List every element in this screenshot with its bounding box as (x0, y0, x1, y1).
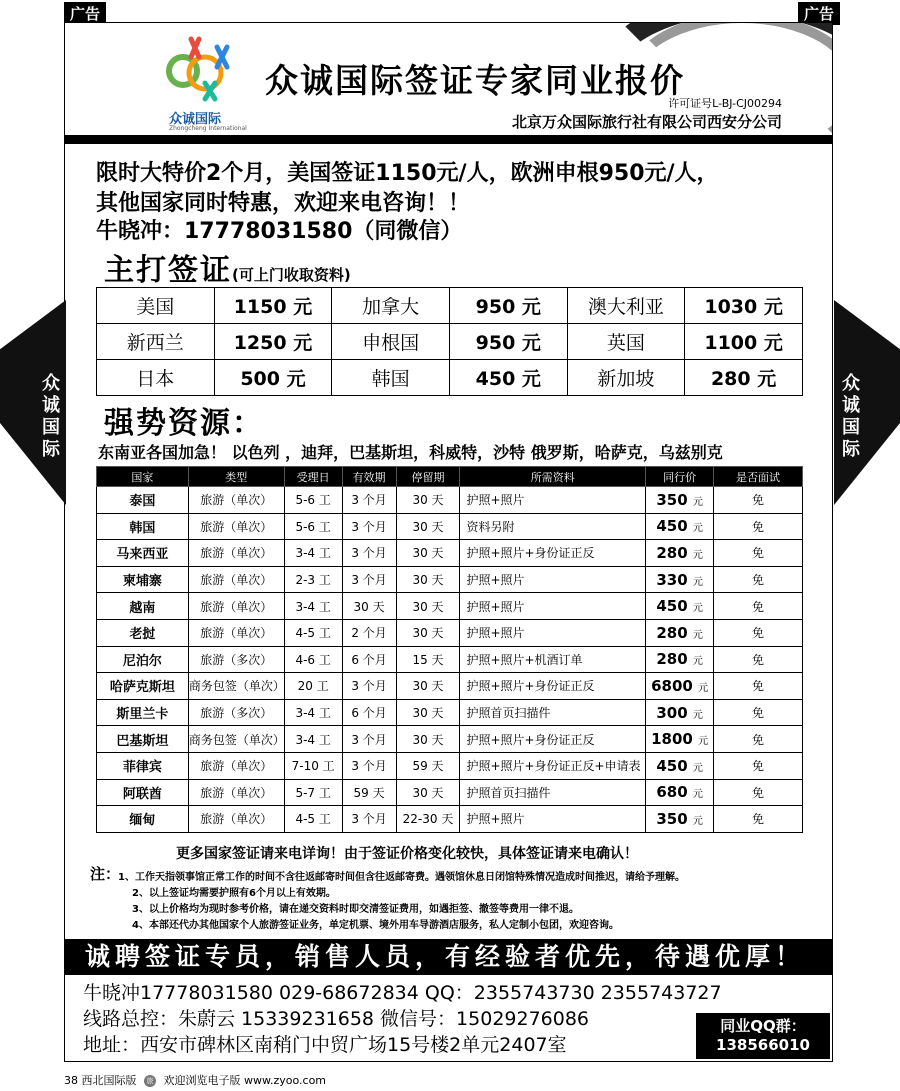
price-unit: 元 (692, 549, 703, 561)
table-cell-type: 旅游（单次） (188, 806, 284, 833)
table-cell-stay: 22-30 天 (396, 806, 460, 833)
logo-text: 众诚国际 (169, 112, 222, 127)
table-cell-interview: 免 (714, 646, 803, 673)
table-cell-country: 缅甸 (97, 806, 189, 833)
table-row (97, 619, 803, 646)
table-cell-valid: 6 个月 (342, 699, 396, 726)
table-cell-country: 泰国 (97, 487, 189, 514)
table-cell-type: 旅游（多次） (188, 699, 284, 726)
table-cell-docs: 护照首页扫描件 (460, 779, 646, 806)
table-header-cell: 停留期 (396, 467, 460, 487)
table-cell-valid: 3 个月 (342, 726, 396, 753)
price-value: 280 (656, 543, 688, 562)
table-cell-valid: 3 个月 (342, 806, 396, 833)
table-cell-stay: 15 天 (396, 646, 460, 673)
table-cell-docs: 护照+照片 (460, 619, 646, 646)
table-cell-interview: 免 (714, 593, 803, 620)
table-cell-price (646, 779, 714, 806)
price-unit: 元 (698, 736, 709, 748)
main-visa-price: 500 元 (214, 360, 332, 396)
table-cell-interview: 免 (714, 540, 803, 567)
main-visa-price: 1100 元 (685, 324, 803, 360)
price-value: 350 (656, 490, 688, 509)
table-cell-price (646, 699, 714, 726)
table-row (97, 593, 803, 620)
table-cell-process: 3-4 工 (284, 726, 342, 753)
table-cell-process: 5-6 工 (284, 487, 342, 514)
table-cell-interview: 免 (714, 779, 803, 806)
table-cell-country: 阿联酋 (97, 779, 189, 806)
table-cell-valid: 3 个月 (342, 487, 396, 514)
note-item-4: 4、本部还代办其他国家个人旅游签证业务，单定机票、境外用车导游酒店服务，私人定制小包团，欢迎咨询。 (132, 920, 619, 931)
note-item-3: 3、以上价格均为现时参考价格，请在递交资料时即交清签证费用，如遇拒签、撤签等费用一律不退。 (132, 904, 579, 915)
table-cell-price (646, 619, 714, 646)
price-unit: 元 (698, 682, 709, 694)
main-visa-country: 日本 (97, 360, 215, 396)
page-number: 38 (64, 1074, 78, 1087)
table-cell-docs: 护照+照片+身份证正反+申请表 (460, 752, 646, 779)
ad-tag-right: 广告 (798, 2, 840, 25)
notes-label: 注： (90, 865, 121, 883)
qq-group-label: 同业QQ群： (720, 1017, 806, 1035)
table-cell-docs: 护照+照片+身份证正反 (460, 726, 646, 753)
table-row (97, 673, 803, 700)
table-row (97, 513, 803, 540)
table-cell-process: 3-4 工 (284, 593, 342, 620)
page-title: 众诚国际签证专家同业报价 (265, 61, 685, 100)
strong-resource-title: 强势资源： (104, 406, 264, 441)
table-row (97, 806, 803, 833)
table-cell-valid: 3 个月 (342, 673, 396, 700)
price-unit: 元 (692, 709, 703, 721)
main-visa-title-text: 主打签证 (104, 253, 232, 288)
table-cell-interview: 免 (714, 566, 803, 593)
table-cell-docs: 护照+照片 (460, 487, 646, 514)
table-cell-interview: 免 (714, 752, 803, 779)
table-cell-valid: 3 个月 (342, 566, 396, 593)
main-visa-price: 1030 元 (685, 288, 803, 324)
table-cell-process: 4-6 工 (284, 646, 342, 673)
table-cell-type: 旅游（单次） (188, 540, 284, 567)
table-row (97, 540, 803, 567)
table-cell-stay: 30 天 (396, 487, 460, 514)
table-row (97, 726, 803, 753)
table-cell-country: 越南 (97, 593, 189, 620)
main-visa-price: 280 元 (685, 360, 803, 396)
table-cell-docs: 护照+照片 (460, 566, 646, 593)
side-text-right: 众诚国际 (842, 373, 860, 460)
company-name: 北京万众国际旅行社有限公司西安分公司 (511, 113, 782, 131)
table-cell-stay: 30 天 (396, 699, 460, 726)
table-cell-valid: 3 个月 (342, 752, 396, 779)
table-cell-stay: 30 天 (396, 513, 460, 540)
table-row (97, 646, 803, 673)
table-cell-valid: 6 个月 (342, 646, 396, 673)
table-cell-valid: 3 个月 (342, 540, 396, 567)
price-value: 450 (656, 517, 688, 536)
price-unit: 元 (692, 789, 703, 801)
table-cell-price (646, 487, 714, 514)
main-visa-country: 韩国 (332, 360, 450, 396)
price-value: 300 (656, 703, 688, 722)
table-cell-process: 5-6 工 (284, 513, 342, 540)
table-cell-price (646, 646, 714, 673)
table-cell-valid: 30 天 (342, 593, 396, 620)
qq-group-badge (696, 1013, 830, 1059)
table-header-cell: 国家 (97, 467, 189, 487)
table-cell-valid: 2 个月 (342, 619, 396, 646)
table-cell-type: 旅游（多次） (188, 646, 284, 673)
table-cell-price (646, 673, 714, 700)
logo-subtext: Zhongcheng International (169, 125, 247, 132)
table-cell-stay: 30 天 (396, 619, 460, 646)
promo-line-1: 限时大特价2个月，美国签证1150元/人，欧洲申根950元/人， (96, 161, 719, 186)
table-cell-price (646, 540, 714, 567)
table-cell-type: 商务包签（单次） (188, 673, 284, 700)
table-cell-docs: 护照+照片+身份证正反 (460, 540, 646, 567)
table-cell-process: 4-5 工 (284, 619, 342, 646)
table-cell-interview: 免 (714, 619, 803, 646)
table-cell-price (646, 566, 714, 593)
main-visa-country: 澳大利亚 (567, 288, 685, 324)
table-cell-type: 旅游（单次） (188, 513, 284, 540)
recruit-banner: 诚聘签证专员，销售人员，有经验者优先，待遇优厚！ (65, 939, 832, 975)
promo-line-3: 牛晓冲：17778031580（同微信） (96, 219, 463, 244)
table-row (97, 699, 803, 726)
price-value: 450 (656, 597, 688, 616)
table-cell-country: 老挝 (97, 619, 189, 646)
table-cell-process: 3-4 工 (284, 699, 342, 726)
contact-address: 地址：西安市碑林区南稍门中贸广场15号楼2单元2407室 (83, 1034, 567, 1056)
ad-tag-left: 广告 (64, 2, 106, 25)
table-cell-interview: 免 (714, 806, 803, 833)
hot-country-list: 东南亚各国加急！ 以色列 ，迪拜，巴基斯坦，科威特，沙特 俄罗斯，哈萨克，乌兹别克 (98, 443, 723, 462)
table-cell-interview: 免 (714, 673, 803, 700)
table-header-cell: 有效期 (342, 467, 396, 487)
table-cell-country: 尼泊尔 (97, 646, 189, 673)
table-cell-price (646, 513, 714, 540)
price-unit: 元 (692, 656, 703, 668)
price-value: 1800 (651, 730, 693, 749)
price-value: 680 (656, 783, 688, 802)
promo-line-2: 其他国家同时特惠，欢迎来电咨询！！ (96, 191, 471, 216)
table-cell-type: 旅游（单次） (188, 619, 284, 646)
table-cell-price (646, 752, 714, 779)
price-unit: 元 (692, 815, 703, 827)
edition-name: 西北国际版 (81, 1074, 137, 1087)
table-cell-type: 商务包签（单次） (188, 726, 284, 753)
main-visa-row (97, 324, 803, 360)
table-cell-docs: 资料另附 (460, 513, 646, 540)
price-unit: 元 (692, 576, 703, 588)
main-visa-price: 950 元 (449, 288, 567, 324)
table-header-cell: 同行价 (646, 467, 714, 487)
main-visa-row (97, 360, 803, 396)
side-text-left: 众诚国际 (42, 373, 60, 460)
table-cell-docs: 护照首页扫描件 (460, 699, 646, 726)
header (65, 23, 832, 135)
table-cell-interview: 免 (714, 487, 803, 514)
table-cell-process: 5-7 工 (284, 779, 342, 806)
price-unit: 元 (692, 496, 703, 508)
table-header-cell: 是否面试 (714, 467, 803, 487)
table-cell-country: 菲律宾 (97, 752, 189, 779)
table-cell-interview: 免 (714, 699, 803, 726)
contact-line-1: 牛晓冲17778031580 029-68672834 QQ：2355743730 2355743727 (83, 982, 722, 1004)
main-visa-country: 新加坡 (567, 360, 685, 396)
table-cell-type: 旅游（单次） (188, 487, 284, 514)
table-header-cell: 所需资料 (460, 467, 646, 487)
main-visa-note: (可上门收取资料) (232, 266, 351, 284)
price-value: 330 (656, 570, 688, 589)
table-cell-stay: 30 天 (396, 566, 460, 593)
price-value: 280 (656, 623, 688, 642)
table-cell-process: 3-4 工 (284, 540, 342, 567)
table-cell-stay: 30 天 (396, 540, 460, 567)
table-cell-country: 巴基斯坦 (97, 726, 189, 753)
price-unit: 元 (692, 523, 703, 535)
table-cell-process: 20 工 (284, 673, 342, 700)
table-cell-stay: 59 天 (396, 752, 460, 779)
main-visa-country: 申根国 (332, 324, 450, 360)
price-unit: 元 (692, 603, 703, 615)
table-cell-interview: 免 (714, 513, 803, 540)
note-item-2: 2、以上签证均需要护照有6个月以上有效期。 (132, 888, 336, 899)
main-visa-row (97, 288, 803, 324)
price-unit: 元 (692, 629, 703, 641)
table-row (97, 752, 803, 779)
price-value: 6800 (651, 676, 693, 695)
main-visa-country: 英国 (567, 324, 685, 360)
table-cell-price (646, 593, 714, 620)
price-value: 450 (656, 756, 688, 775)
table-cell-price (646, 806, 714, 833)
main-visa-table (96, 287, 803, 396)
table-cell-valid: 3 个月 (342, 513, 396, 540)
visa-price-table (96, 466, 803, 833)
table-cell-country: 韩国 (97, 513, 189, 540)
footer-website: 欢迎浏览电子版 www.zyoo.com (163, 1074, 327, 1087)
main-visa-price: 450 元 (449, 360, 567, 396)
table-row (97, 487, 803, 514)
license-number: 许可证号L-BJ-CJ00294 (668, 97, 782, 110)
contact-line-2: 线路总控：朱蔚云 15339231658 微信号：15029276086 (83, 1008, 590, 1030)
table-cell-stay: 30 天 (396, 726, 460, 753)
more-info-note: 更多国家签证请来电详询！由于签证价格变化较快，具体签证请来电确认！ (176, 846, 638, 862)
table-cell-type: 旅游（单次） (188, 593, 284, 620)
table-cell-type: 旅游（单次） (188, 566, 284, 593)
table-cell-price (646, 726, 714, 753)
main-visa-price: 1150 元 (214, 288, 332, 324)
table-cell-stay: 30 天 (396, 593, 460, 620)
note-item-1: 1、工作天指领事馆正常工作的时间不含往返邮寄时间但含往返邮寄费。遇领馆休息日闭馆特殊情况造成时间推迟，请给予理解。 (118, 872, 685, 883)
table-cell-valid: 59 天 (342, 779, 396, 806)
table-cell-type: 旅游（单次） (188, 779, 284, 806)
table-cell-docs: 护照+照片+机酒订单 (460, 646, 646, 673)
header-divider (65, 135, 832, 144)
table-cell-country: 马来西亚 (97, 540, 189, 567)
table-cell-country: 斯里兰卡 (97, 699, 189, 726)
table-cell-country: 柬埔寨 (97, 566, 189, 593)
table-cell-docs: 护照+照片 (460, 806, 646, 833)
table-cell-process: 4-5 工 (284, 806, 342, 833)
table-header-cell: 受理日 (284, 467, 342, 487)
table-cell-type: 旅游（单次） (188, 752, 284, 779)
table-header-cell: 类型 (188, 467, 284, 487)
main-visa-country: 新西兰 (97, 324, 215, 360)
table-cell-stay: 30 天 (396, 779, 460, 806)
table-cell-docs: 护照+照片 (460, 593, 646, 620)
main-visa-price: 1250 元 (214, 324, 332, 360)
table-cell-interview: 免 (714, 726, 803, 753)
price-unit: 元 (692, 762, 703, 774)
main-visa-price: 950 元 (449, 324, 567, 360)
page-footer (64, 1072, 326, 1088)
edition-badge-icon: 旅 (144, 1075, 156, 1087)
table-cell-process: 2-3 工 (284, 566, 342, 593)
table-row (97, 566, 803, 593)
price-value: 280 (656, 650, 688, 669)
table-cell-process: 7-10 工 (284, 752, 342, 779)
main-visa-country: 美国 (97, 288, 215, 324)
company-logo-icon (165, 33, 245, 103)
table-row (97, 779, 803, 806)
main-visa-country: 加拿大 (332, 288, 450, 324)
table-cell-docs: 护照+照片+身份证正反 (460, 673, 646, 700)
table-cell-stay: 30 天 (396, 673, 460, 700)
qq-group-number: 138566010 (716, 1036, 810, 1054)
price-value: 350 (656, 809, 688, 828)
table-cell-country: 哈萨克斯坦 (97, 673, 189, 700)
main-visa-title (104, 245, 351, 289)
